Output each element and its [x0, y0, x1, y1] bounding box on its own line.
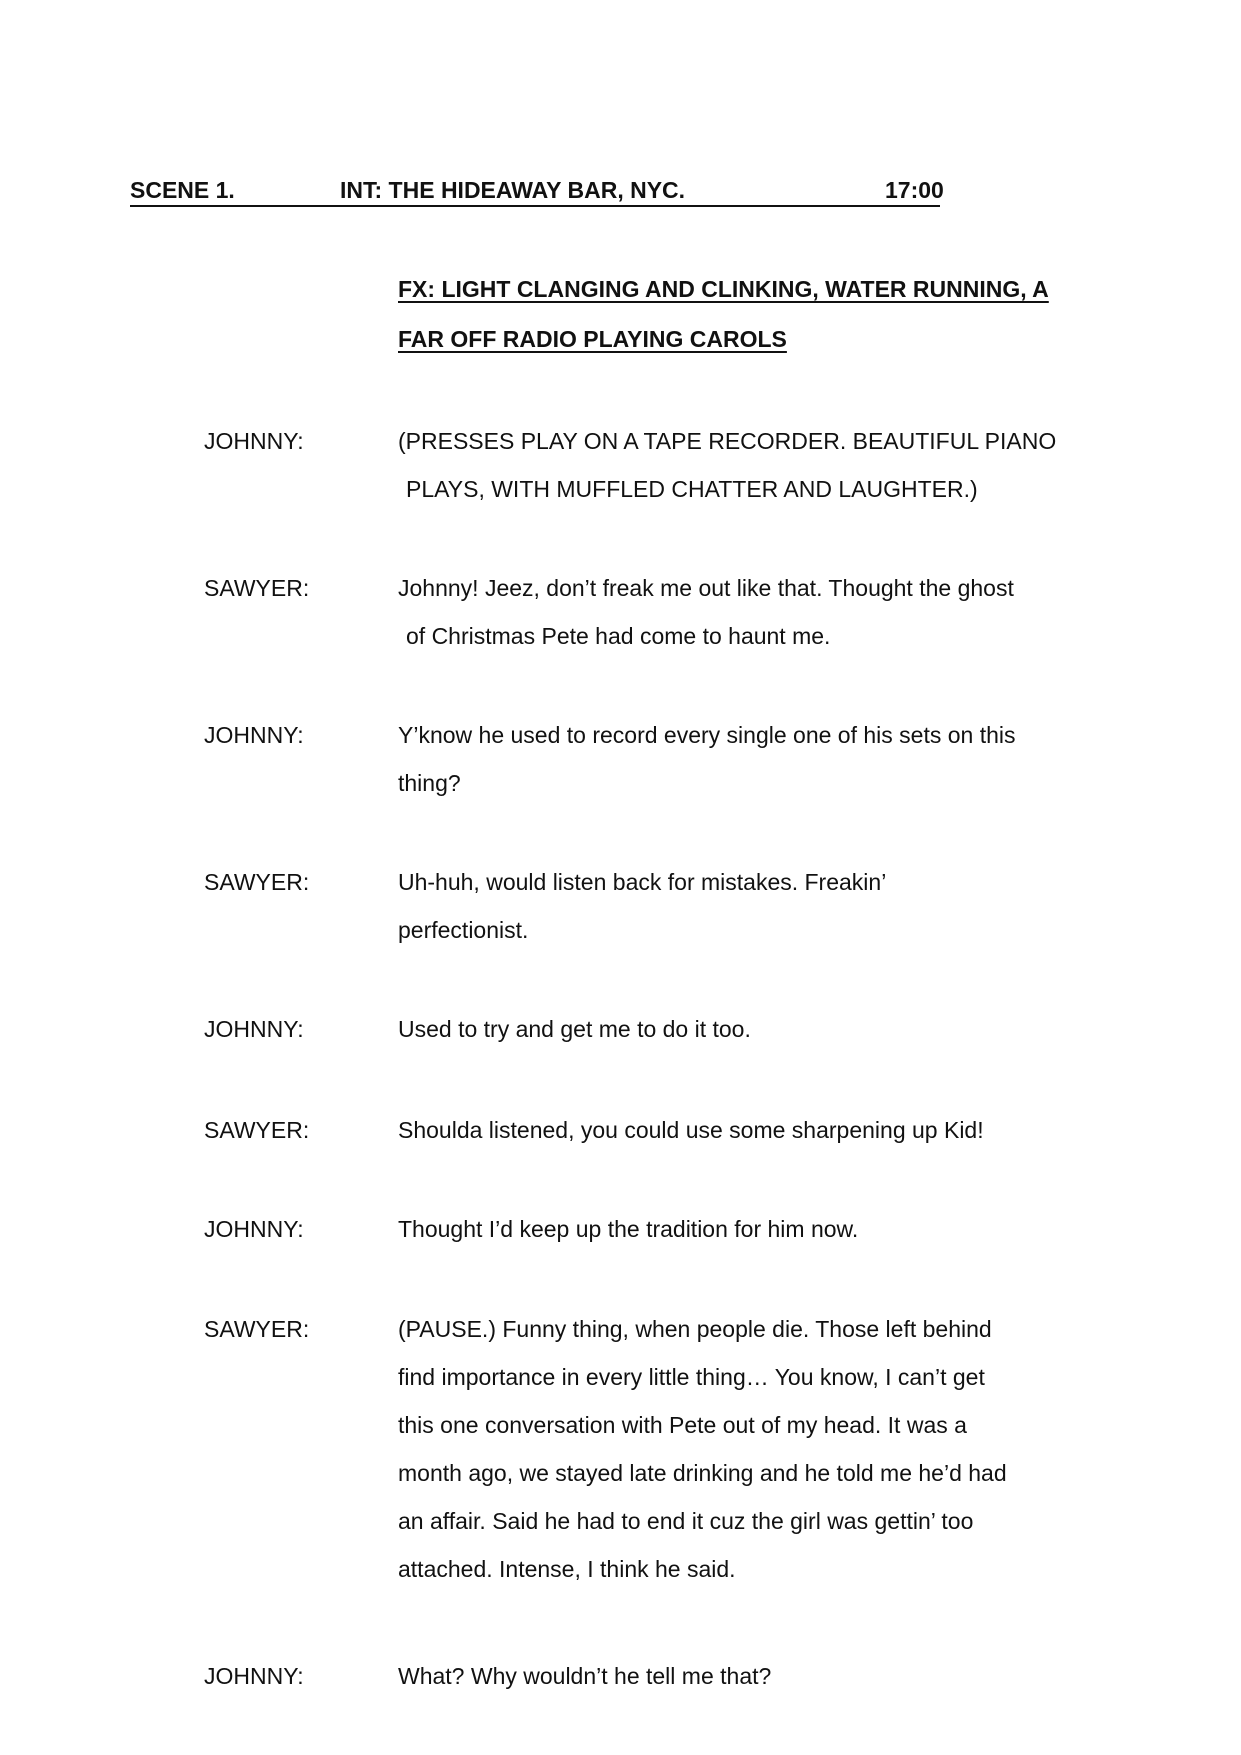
- dialogue-line: an affair. Said he had to end it cuz the girl was gettin’ too: [398, 1508, 974, 1534]
- dialogue-text: [398, 1115, 1098, 1163]
- fx-direction: [398, 268, 1098, 368]
- dialogue-text: [398, 1314, 1098, 1602]
- dialogue-line: Johnny! Jeez, don’t freak me out like that. Thought the ghost: [398, 575, 1014, 601]
- dialogue-line: Used to try and get me to do it too.: [398, 1016, 751, 1042]
- dialogue-text: [398, 867, 1098, 963]
- speaker-name: SAWYER:: [204, 1316, 310, 1342]
- speaker-name: JOHNNY:: [204, 1216, 304, 1242]
- dialogue-line: find importance in every little thing… You know, I can’t get: [398, 1364, 985, 1390]
- fx-line: FX: LIGHT CLANGING AND CLINKING, WATER RUNNING, A: [398, 276, 1049, 302]
- scene-time: 17:00: [885, 177, 944, 203]
- dialogue-text: [398, 1661, 1098, 1709]
- dialogue-line: Thought I’d keep up the tradition for him now.: [398, 1216, 859, 1242]
- dialogue-line: What? Why wouldn’t he tell me that?: [398, 1663, 772, 1689]
- speaker-name: JOHNNY:: [204, 1663, 304, 1689]
- dialogue-line: Uh-huh, would listen back for mistakes. Freakin’: [398, 869, 887, 895]
- dialogue-line: (PAUSE.) Funny thing, when people die. Those left behind: [398, 1316, 992, 1342]
- fx-line: FAR OFF RADIO PLAYING CAROLS: [398, 326, 787, 352]
- speaker-name: SAWYER:: [204, 1117, 310, 1143]
- speaker-name: JOHNNY:: [204, 1016, 304, 1042]
- dialogue-text: [398, 720, 1098, 816]
- dialogue-text: [398, 573, 1098, 669]
- dialogue-line: of Christmas Pete had come to haunt me.: [406, 623, 831, 649]
- dialogue-text: [398, 1214, 1098, 1262]
- dialogue-line: Y’know he used to record every single one of his sets on this: [398, 722, 1016, 748]
- scene-location: INT: THE HIDEAWAY BAR, NYC.: [340, 177, 686, 203]
- scene-number: SCENE 1.: [130, 177, 235, 203]
- dialogue-line: Shoulda listened, you could use some sharpening up Kid!: [398, 1117, 984, 1143]
- dialogue-line: attached. Intense, I think he said.: [398, 1556, 736, 1582]
- speaker-name: SAWYER:: [204, 575, 310, 601]
- dialogue-line: thing?: [398, 770, 461, 796]
- dialogue-line: (PRESSES PLAY ON A TAPE RECORDER. BEAUTIFUL PIANO: [398, 428, 1057, 454]
- speaker-name: JOHNNY:: [204, 428, 304, 454]
- speaker-name: SAWYER:: [204, 869, 310, 895]
- speaker-name: JOHNNY:: [204, 722, 304, 748]
- dialogue-text: [398, 426, 1098, 522]
- dialogue-line: PLAYS, WITH MUFFLED CHATTER AND LAUGHTER.): [406, 476, 978, 502]
- dialogue-line: this one conversation with Pete out of my head. It was a: [398, 1412, 967, 1438]
- dialogue-line: month ago, we stayed late drinking and he told me he’d had: [398, 1460, 1007, 1486]
- dialogue-line: perfectionist.: [398, 917, 529, 943]
- dialogue-text: [398, 1014, 1098, 1062]
- scene-heading: [130, 175, 944, 207]
